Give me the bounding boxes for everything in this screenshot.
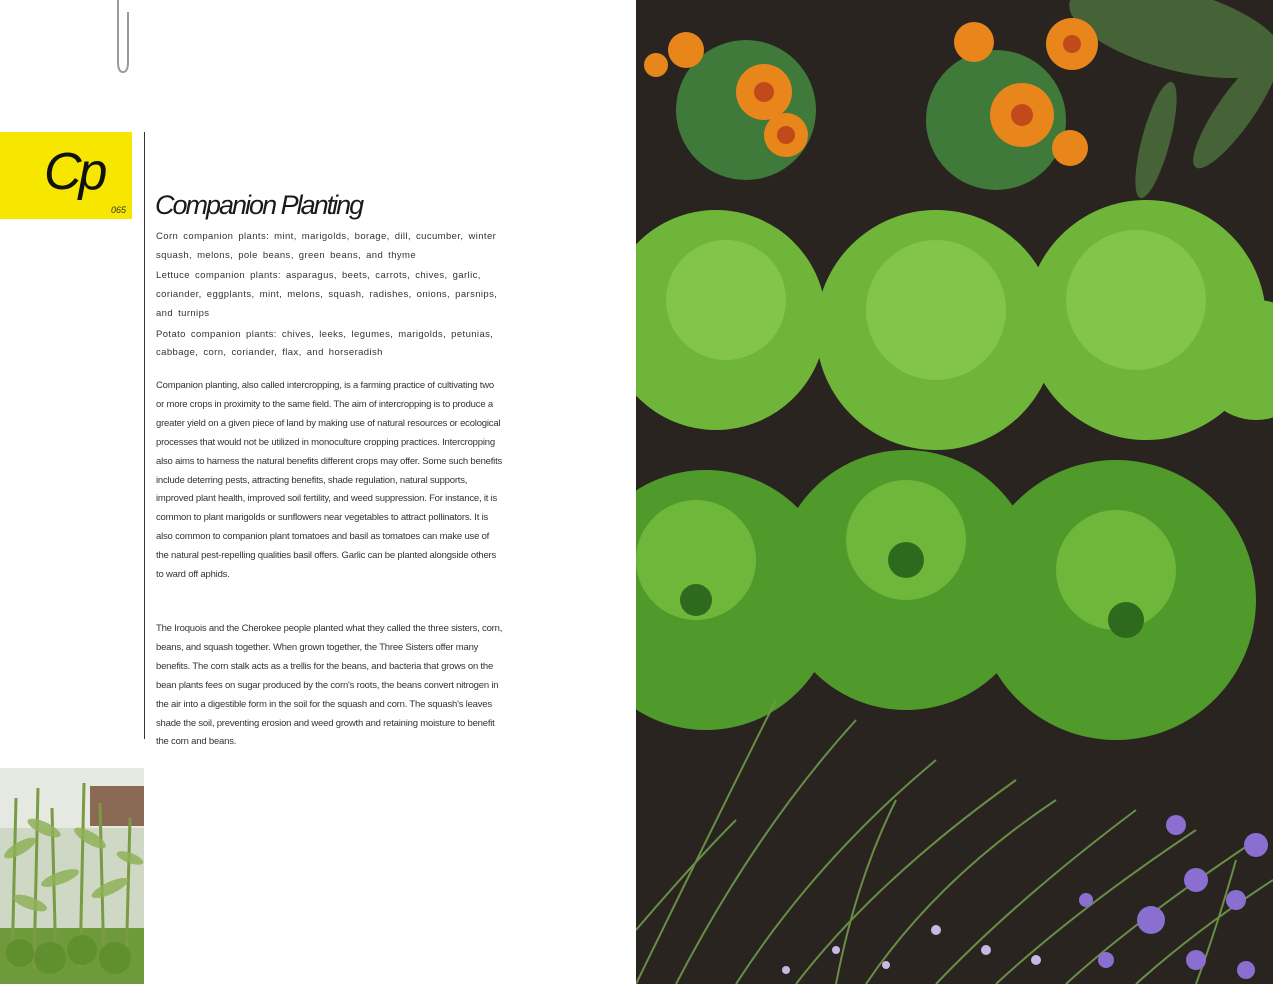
paperclip-icon	[110, 0, 134, 76]
companion-entry: Potato companion plants: chives, leeks, legumes, marigolds, petunias, cabbage, corn, coriander, flax, and horseradish	[156, 328, 494, 359]
page-title: Companion Planting	[155, 190, 363, 220]
companion-entry: Corn companion plants: mint, marigolds, borage, dill, cucumber, winter squash, melons, pole beans, green beans, and thyme	[156, 231, 497, 261]
three-sisters-photo	[0, 768, 144, 984]
intercropping-photo	[636, 0, 1273, 984]
left-page	[0, 0, 636, 984]
divider-line	[144, 132, 145, 739]
body-paragraph: The Iroquois and the Cherokee people planted what they called the three sisters, corn, beans, and squash together. When grown together, the Three Sisters offer many benefits. The corn stalk acts as a trellis for the beans, and bacteria that grows on the bean plants fees on sugar produced by the corn's roots, the beans convert nitrogen in the air into a digestible form in the soil for the squash and corn. The squash's leaves shade the soil, preventing erosion and weed growth and retaining moisture to benefit the corn and beans.	[156, 623, 503, 748]
element-symbol: Cp	[44, 143, 105, 201]
element-number: 065	[110, 205, 126, 215]
body-paragraph: Companion planting, also called intercropping, is a farming practice of cultivating two or more crops in proximity to the same field. The aim of intercropping is to produce a greater yield on a given piece of land by making use of natural resources or ecological processes that would not be utilized in monoculture cropping practices. Intercropping also aims to harness the natural benefits different crops may offer. Some such benefits include deterring pests, attracting benefits, shade regulation, natural supports, improved plant health, improved soil fertility, and weed suppression. For instance, it is common to plant marigolds or sunflowers near vegetables to attract pollinators. It is also common to companion plant tomatoes and basil as tomatoes can make use of the natural pest-repelling qualities basil offers. Garlic can be planted alongside others to ward off aphids.	[156, 380, 503, 581]
companion-plant-list	[156, 228, 506, 365]
companion-entry: Lettuce companion plants: asparagus, beets, carrots, chives, garlic, coriander, eggplants, mint, melons, squash, radishes, onions, parsnips, and turnips	[156, 270, 498, 319]
element-symbol-box	[0, 132, 132, 219]
